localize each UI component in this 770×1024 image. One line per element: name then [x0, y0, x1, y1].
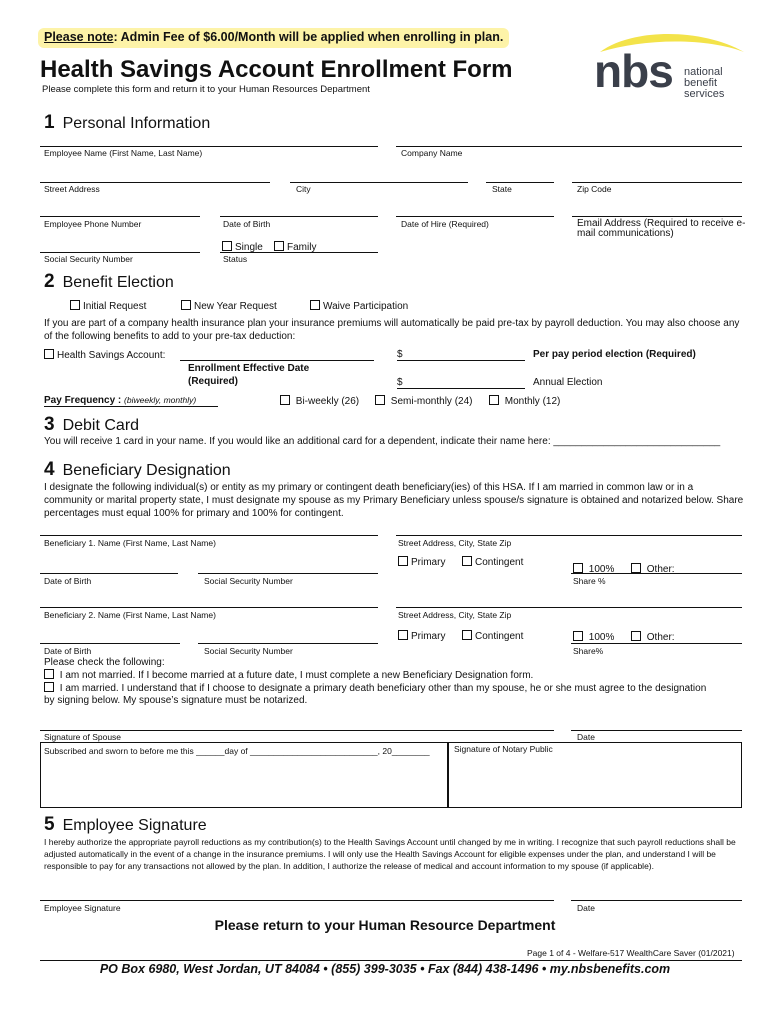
ben2-primary-checkbox[interactable] — [398, 630, 408, 640]
employee-date-label: Date — [577, 903, 595, 913]
status-line — [220, 252, 378, 253]
page-number: Page 1 of 4 - Welfare-517 WealthCare Saver (01/2021) — [527, 948, 735, 958]
per-pay-amount-line[interactable] — [397, 360, 525, 361]
section-1-heading: 1 Personal Information — [44, 112, 211, 133]
form-title: Health Savings Account Enrollment Form — [40, 56, 513, 83]
ben2-100-checkbox[interactable] — [573, 631, 583, 641]
section-4-heading: 4 Beneficiary Designation — [44, 459, 231, 480]
section-2-heading: 2 Benefit Election — [44, 271, 174, 292]
status-label: Status — [223, 254, 248, 264]
employee-signature-line[interactable] — [40, 900, 554, 901]
initial-request-option[interactable]: Initial Request — [70, 300, 146, 312]
section-3-heading: 3 Debit Card — [44, 414, 140, 435]
pay-frequency-line — [44, 406, 218, 407]
waive-participation-checkbox[interactable] — [310, 300, 320, 310]
state-label: State — [492, 184, 512, 194]
ben2-100-option[interactable]: 100% — [573, 631, 614, 643]
section-5-heading: 5 Employee Signature — [44, 814, 207, 835]
employee-signature-label: Employee Signature — [44, 903, 121, 913]
ben1-share-line[interactable] — [571, 573, 742, 574]
ben2-share-label: Share% — [573, 646, 604, 656]
doh-line[interactable] — [396, 216, 554, 217]
email-label: Email Address (Required to receive e-mail communications) — [577, 218, 746, 239]
ben2-addr-line[interactable] — [396, 607, 742, 608]
ben2-ssn-label: Social Security Number — [204, 646, 293, 656]
hsa-line[interactable] — [180, 360, 374, 361]
nbs-logo — [592, 30, 752, 100]
notary-label: Signature of Notary Public — [454, 744, 553, 754]
phone-label: Employee Phone Number — [44, 219, 142, 229]
ben2-primary-option[interactable]: Primary — [398, 630, 445, 642]
sworn-text: Subscribed and sworn to before me this ______day of ___________________________, 20________ — [44, 746, 430, 756]
ben1-primary-checkbox[interactable] — [398, 556, 408, 566]
new-year-request-checkbox[interactable] — [181, 300, 191, 310]
semimonthly-checkbox[interactable] — [375, 395, 385, 405]
ben1-name-line[interactable] — [40, 535, 378, 536]
family-option[interactable]: Family — [274, 241, 316, 253]
enrollment-date-label: Enrollment Effective Date (Required) — [188, 363, 310, 387]
not-married-option[interactable]: I am not married. If I become married at a future date, I must complete a new Beneficiary Designation form. — [44, 669, 533, 681]
per-pay-dollar: $ — [397, 349, 403, 360]
semimonthly-option[interactable]: Semi-monthly (24) — [375, 395, 472, 407]
ben2-name-label: Beneficiary 2. Name (First Name, Last Name) — [44, 610, 216, 620]
single-checkbox[interactable] — [222, 241, 232, 251]
annual-label: Annual Election — [533, 377, 603, 388]
married-continued: by signing below. My spouse’s signature must be notarized. — [44, 695, 308, 706]
ssn-line[interactable] — [40, 252, 200, 253]
initial-request-checkbox[interactable] — [70, 300, 80, 310]
pay-frequency-label: Pay Frequency : (biweekly, monthly) — [44, 395, 197, 406]
company-name-label: Company Name — [401, 148, 463, 158]
benefit-election-paragraph: If you are part of a company health insurance plan your insurance premiums will automatically be paid pre-tax by payroll deduction. You may also choose any of the following benefits to add to your pre-tax deduction: — [44, 318, 740, 342]
employee-name-line[interactable] — [40, 146, 378, 147]
ben2-addr-label: Street Address, City, State Zip — [398, 610, 512, 620]
spouse-date-label: Date — [577, 732, 595, 742]
married-checkbox[interactable] — [44, 682, 54, 692]
footer-divider — [40, 960, 742, 961]
ben2-other-checkbox[interactable] — [631, 631, 641, 641]
hsa-checkbox[interactable] — [44, 349, 54, 359]
logo-line-3: services — [684, 88, 725, 100]
logo-mark: nbs — [594, 45, 673, 97]
ben1-addr-line[interactable] — [396, 535, 742, 536]
ben1-addr-label: Street Address, City, State Zip — [398, 538, 512, 548]
annual-amount-line[interactable] — [397, 388, 525, 389]
ben1-contingent-option[interactable]: Contingent — [462, 556, 523, 568]
ben1-100-option[interactable]: 100% — [573, 563, 614, 575]
ben1-dob-line[interactable] — [40, 573, 178, 574]
ben2-contingent-checkbox[interactable] — [462, 630, 472, 640]
ben2-dob-label: Date of Birth — [44, 646, 92, 656]
logo-line-2: benefit — [684, 77, 718, 89]
monthly-option[interactable]: Monthly (12) — [489, 395, 560, 407]
biweekly-option[interactable]: Bi-weekly (26) — [280, 395, 359, 407]
monthly-checkbox[interactable] — [489, 395, 499, 405]
spouse-signature-label: Signature of Spouse — [44, 732, 122, 742]
employee-signature-paragraph: I hereby authorize the appropriate payroll reductions as my contribution(s) to the Health Savings Account until changed by me in writing. I recognize that such payroll reductions shall be adjusted automatically in the event of a change in the insurance premiums. I will only use the Health Savings Account for eligible expenses under the plan, and understand I will be responsible to pay for any transactions not allowed by the plan. In addition, I authorize the release of medical and account information to my spouse (if applicable). — [44, 837, 736, 871]
zip-label: Zip Code — [577, 184, 612, 194]
street-line[interactable] — [40, 182, 270, 183]
ben1-other-checkbox[interactable] — [631, 563, 641, 573]
doh-label: Date of Hire (Required) — [401, 219, 489, 229]
single-option[interactable]: Single — [222, 241, 263, 253]
ssn-label: Social Security Number — [44, 254, 133, 264]
employee-name-label: Employee Name (First Name, Last Name) — [44, 148, 203, 158]
ben1-primary-option[interactable]: Primary — [398, 556, 445, 568]
ben1-dob-label: Date of Birth — [44, 576, 92, 586]
not-married-checkbox[interactable] — [44, 669, 54, 679]
ben1-other-option[interactable]: Other: — [631, 563, 675, 575]
ben2-ssn-line[interactable] — [198, 643, 378, 644]
phone-line[interactable] — [40, 216, 200, 217]
return-instruction: Please return to your Human Resource Department — [214, 917, 556, 933]
per-pay-label: Per pay period election (Required) — [533, 349, 696, 360]
hsa-option[interactable]: Health Savings Account: — [44, 349, 165, 361]
zip-line[interactable] — [572, 182, 742, 183]
ben1-share-label: Share % — [573, 576, 606, 586]
email-line[interactable] — [572, 216, 742, 217]
ben1-name-label: Beneficiary 1. Name (First Name, Last Name) — [44, 538, 216, 548]
employee-date-line[interactable] — [571, 900, 742, 901]
family-checkbox[interactable] — [274, 241, 284, 251]
married-option[interactable]: I am married. I understand that if I choose to designate a primary death beneficiary other than my spouse, he or she must agree to the designation — [44, 682, 706, 694]
annual-dollar: $ — [397, 377, 403, 388]
spouse-signature-line[interactable] — [40, 730, 554, 731]
logo-line-1: national — [684, 66, 723, 78]
ben1-100-checkbox[interactable] — [573, 563, 583, 573]
city-label: City — [296, 184, 311, 194]
form-subtitle: Please complete this form and return it to your Human Resources Department — [42, 84, 370, 95]
company-name-line[interactable] — [396, 146, 742, 147]
ben2-other-option[interactable]: Other: — [631, 631, 675, 643]
check-following-label: Please check the following: — [44, 657, 165, 668]
ben2-contingent-option[interactable]: Contingent — [462, 630, 523, 642]
ben2-dob-line[interactable] — [40, 643, 180, 644]
state-line[interactable] — [486, 182, 554, 183]
ben2-name-line[interactable] — [40, 607, 378, 608]
admin-fee-note: Please note: Admin Fee of $6.00/Month will be applied when enrolling in plan. — [38, 28, 509, 48]
city-line[interactable] — [290, 182, 468, 183]
dob-label: Date of Birth — [223, 219, 271, 229]
ben1-ssn-line[interactable] — [198, 573, 378, 574]
ben2-share-line[interactable] — [571, 643, 742, 644]
debit-card-paragraph: You will receive 1 card in your name. If you would like an additional card for a dependent, indicate their name here: ______________________________ — [44, 436, 721, 447]
contact-info: PO Box 6980, West Jordan, UT 84084 • (855) 399-3035 • Fax (844) 438-1496 • my.nbsbenefits.com — [99, 962, 671, 976]
waive-participation-option[interactable]: Waive Participation — [310, 300, 408, 312]
beneficiary-paragraph: I designate the following individual(s) or entity as my primary or contingent death beneficiary(ies) of this HSA. If I am married in common law or in a community or marital property state, I must designate my spouse as my Primary Beneficiary unless spouse/s signature is obtained and notarized below. Share percentages must equal 100% for primary and 100% for contingent. — [44, 482, 744, 519]
dob-line[interactable] — [220, 216, 378, 217]
biweekly-checkbox[interactable] — [280, 395, 290, 405]
street-label: Street Address — [44, 184, 100, 194]
spouse-date-line[interactable] — [571, 730, 742, 731]
new-year-request-option[interactable]: New Year Request — [181, 300, 277, 312]
ben1-ssn-label: Social Security Number — [204, 576, 293, 586]
ben1-contingent-checkbox[interactable] — [462, 556, 472, 566]
